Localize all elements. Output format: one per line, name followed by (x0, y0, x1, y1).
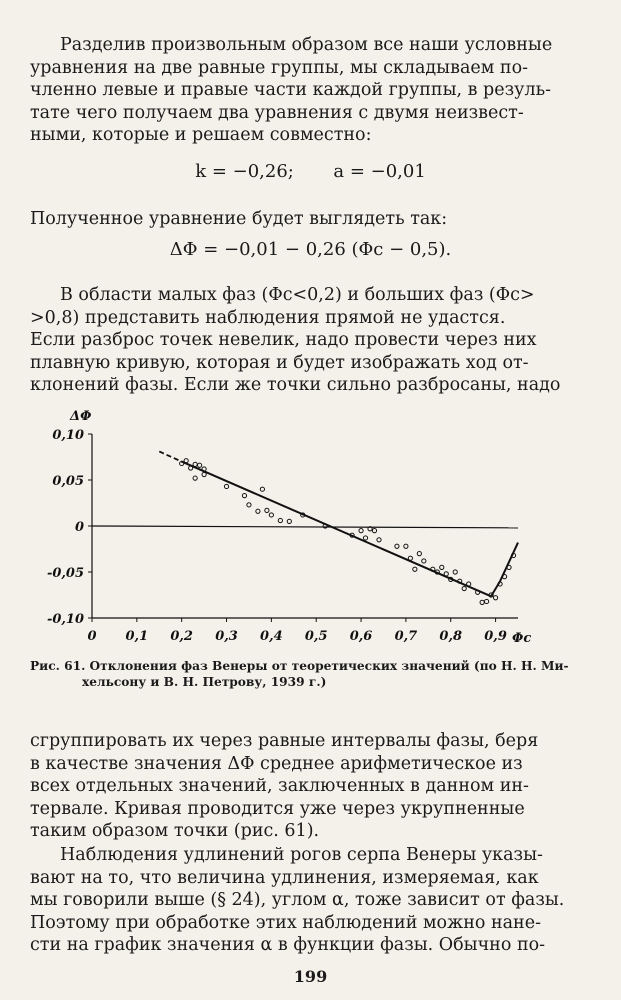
data-point (247, 503, 251, 507)
data-point (372, 529, 376, 533)
y-axis-label: ΔΦ (70, 409, 92, 424)
x-tick-label: 0,7 (394, 629, 418, 644)
text-line: Поэтому при обработке этих наблюдений можно нане- (30, 912, 541, 933)
x-tick-label: 0,4 (260, 629, 283, 644)
formula-a: a = −0,01 (333, 161, 426, 182)
x-tick-label: 0,9 (484, 629, 507, 644)
data-point (184, 459, 188, 463)
fit-line-dashed (159, 451, 181, 461)
text-line: сти на график значения α в функции фазы. Обычно по- (30, 935, 546, 956)
figure-61-chart (40, 408, 600, 654)
data-point (224, 484, 228, 488)
paragraph-horns (30, 844, 565, 957)
x-tick-label: 0 (87, 629, 97, 644)
text-line: тервале. Кривая проводится уже через укрупненные (30, 798, 525, 819)
text-line: всех отдельных значений, заключенных в данном ин- (30, 776, 529, 797)
data-point (417, 552, 421, 556)
data-point (287, 519, 291, 523)
data-point (198, 463, 202, 467)
text-line: Полученное уравнение будет выглядеть так: (30, 209, 448, 229)
y-tick-label: 0 (74, 520, 84, 535)
fit-line (182, 462, 491, 597)
data-point (256, 509, 260, 513)
data-point (193, 462, 197, 466)
data-point (269, 513, 273, 517)
figure-caption (30, 658, 569, 690)
page-number: 199 (293, 967, 328, 986)
data-point (404, 544, 408, 548)
data-point (202, 472, 206, 476)
data-point (485, 599, 489, 603)
text-line: В области малых фаз (Φc<0,2) и больших фаз (Φc> (60, 285, 535, 305)
y-tick-label: 0,05 (52, 474, 84, 489)
data-point (193, 476, 197, 480)
text-line: мы говорили выше (§ 24), углом α, тоже зависит от фазы. (30, 890, 565, 911)
paragraph-grouping (30, 730, 560, 843)
caption-line: хельсону и В. Н. Петрову, 1939 г.) (82, 675, 327, 689)
x-tick-label: 0,6 (349, 629, 373, 644)
y-tick-label: -0,10 (46, 612, 84, 627)
text-line: вают на то, что величина удлинения, измеряемая, как (30, 867, 539, 888)
text-line: Наблюдения удлинений рогов серпа Венеры указы- (60, 845, 543, 865)
text-line: членно левые и правые части каждой группы, в резуль- (30, 80, 552, 101)
data-point (453, 570, 457, 574)
data-point (408, 556, 412, 560)
data-point (363, 536, 367, 540)
paragraph-phases (30, 284, 560, 397)
data-point (395, 544, 399, 548)
data-point (480, 600, 484, 604)
zero-line (92, 526, 518, 528)
text-line: тате чего получаем два уравнения с двумя неизвест- (30, 102, 524, 123)
formula-coefficients (0, 160, 621, 184)
data-point (377, 538, 381, 542)
data-point (422, 559, 426, 563)
formula-k: k = −0,26; (195, 161, 294, 182)
data-point (467, 582, 471, 586)
data-point (493, 596, 497, 600)
data-point (278, 518, 282, 522)
caption-line: Рис. 61. Отклонения фаз Венеры от теоретических значений (по Н. Н. Ми- (30, 659, 569, 673)
text-line: сгруппировать их через равные интервалы фазы, беря (30, 731, 539, 751)
data-point (440, 565, 444, 569)
text-line: уравнения на две равные группы, мы складываем по- (30, 57, 529, 78)
data-point (462, 586, 466, 590)
y-tick-label: 0,10 (52, 428, 84, 443)
x-tick-label: 0,8 (439, 629, 463, 644)
data-point (413, 567, 417, 571)
curve-upturn (491, 543, 518, 597)
formula-equation: ΔΦ = −0,01 − 0,26 (Φc − 0,5). (169, 239, 452, 260)
text-line: в качестве значения ΔΦ среднее арифметическое из (30, 753, 523, 774)
text-line: клонений фазы. Если же точки сильно разбросаны, надо (30, 375, 561, 396)
data-point (359, 529, 363, 533)
paragraph-equation-intro (30, 208, 560, 231)
data-point (444, 572, 448, 576)
text-line: ными, которые и решаем совместно: (30, 125, 372, 146)
data-point (265, 508, 269, 512)
x-axis-label: Φc (512, 631, 532, 646)
x-tick-label: 0,5 (304, 629, 328, 644)
x-tick-label: 0,1 (125, 629, 149, 644)
text-line: плавную кривую, которая и будет изображать ход от- (30, 352, 529, 373)
text-line: >0,8) представить наблюдения прямой не удастся. (30, 307, 506, 328)
paragraph-intro (30, 34, 560, 147)
data-point (260, 487, 264, 491)
x-tick-label: 0,3 (215, 629, 238, 644)
y-tick-label: -0,05 (46, 566, 84, 581)
text-line: таким образом точки (рис. 61). (30, 821, 320, 842)
data-point (242, 494, 246, 498)
text-line: Если разброс точек невелик, надо провести через них (30, 330, 537, 351)
x-tick-label: 0,2 (170, 629, 193, 644)
text-line: Разделив произвольным образом все наши условные (60, 35, 553, 55)
